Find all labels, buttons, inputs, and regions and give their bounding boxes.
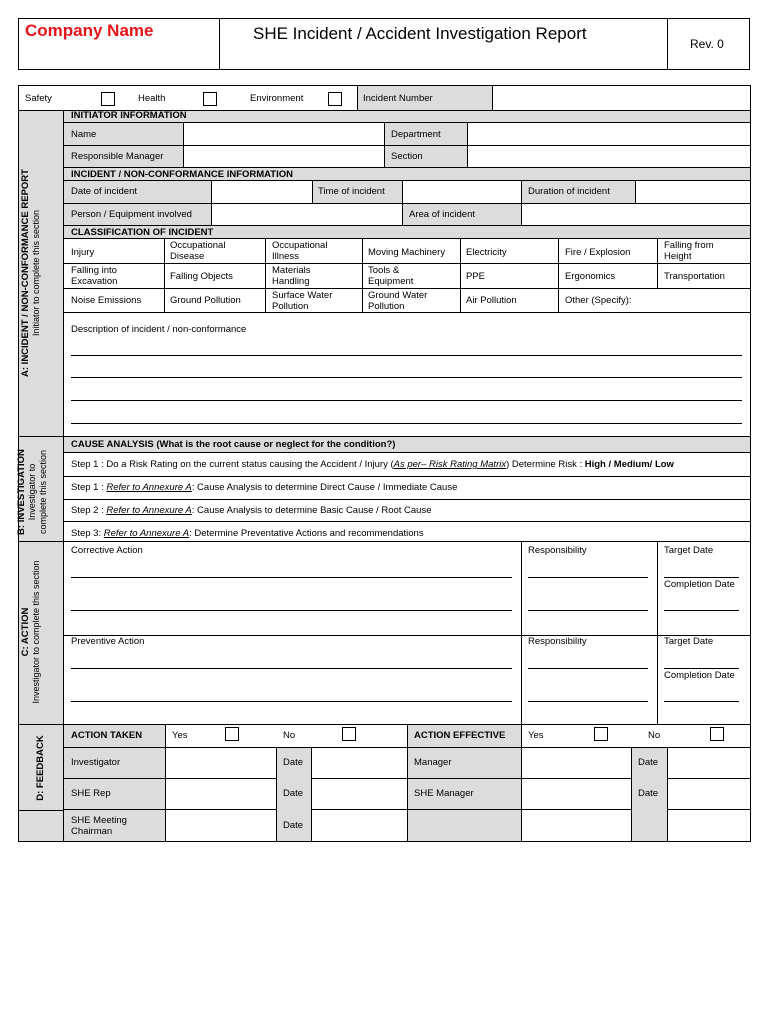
classification-heading: CLASSIFICATION OF INCIDENT xyxy=(71,227,214,238)
divider xyxy=(64,499,751,500)
time-of-incident-input[interactable] xyxy=(403,181,521,203)
she-manager-date-input[interactable] xyxy=(668,779,750,809)
preventive-action-line[interactable] xyxy=(71,701,512,702)
date-of-incident-input[interactable] xyxy=(212,181,312,203)
section-a-subtitle: Initiator to complete this section xyxy=(31,209,41,337)
manager-date-input[interactable] xyxy=(668,748,750,778)
header-divider xyxy=(219,18,220,70)
description-line[interactable] xyxy=(71,423,742,424)
class-falling-into-excavation: Falling into Excavation xyxy=(71,265,118,287)
chairman-signature-input[interactable] xyxy=(166,810,276,841)
chairman-date-input[interactable] xyxy=(312,810,407,841)
divider xyxy=(657,238,658,288)
class-moving-machinery: Moving Machinery xyxy=(368,247,446,258)
she-manager-signature-input[interactable] xyxy=(522,779,631,809)
action-effective-yes-label: Yes xyxy=(528,730,544,741)
class-materials-handling: Materials Handling xyxy=(272,265,311,287)
divider xyxy=(64,452,751,453)
divider xyxy=(265,238,266,312)
section-d-side-label xyxy=(35,718,49,818)
section-c-subtitle: Investigator to complete this section xyxy=(31,560,41,704)
step-1-direct-cause xyxy=(71,482,457,493)
divider xyxy=(64,238,751,239)
area-of-incident-input[interactable] xyxy=(522,204,750,225)
description-line[interactable] xyxy=(71,400,742,401)
divider xyxy=(64,263,751,264)
annexure-a-link[interactable]: Refer to Annexure A xyxy=(106,505,192,516)
step-1-text: Step 1 : Do a Risk Rating on the current status causing the Accident / Injury ( xyxy=(71,459,394,470)
cause-analysis-heading: CAUSE ANALYSIS (What is the root cause or neglect for the condition?) xyxy=(71,439,396,450)
corrective-action-line[interactable] xyxy=(71,610,512,611)
section-a-side-label xyxy=(20,138,50,408)
area-of-incident-label: Area of incident xyxy=(409,209,476,220)
class-noise-emissions: Noise Emissions xyxy=(71,295,142,306)
class-ground-pollution: Ground Pollution xyxy=(170,295,241,306)
corrective-target-date-line[interactable] xyxy=(664,577,739,578)
chairman-date-label: Date xyxy=(283,820,304,831)
section-b-subtitle-1: Investigator to xyxy=(27,463,37,521)
manager-date-label: Date xyxy=(638,757,659,768)
department-input[interactable] xyxy=(468,123,750,145)
page-title: SHE Incident / Accident Investigation Report xyxy=(253,24,587,43)
section-c-title: C: ACTION xyxy=(20,607,31,657)
divider xyxy=(64,635,751,636)
divider xyxy=(64,288,751,289)
action-effective-yes-checkbox[interactable] xyxy=(594,727,608,741)
class-occupational-disease: Occupational Disease xyxy=(170,240,226,262)
divider xyxy=(460,238,461,312)
class-ergonomics: Ergonomics xyxy=(565,271,616,282)
action-taken-no-checkbox[interactable] xyxy=(342,727,356,741)
step-2-root-cause xyxy=(71,505,432,516)
revision-label: Rev. 0 xyxy=(690,37,724,51)
step-1b-rest: : Cause Analysis to determine Direct Cause / Immediate Cause xyxy=(191,482,458,493)
class-air-pollution: Air Pollution xyxy=(466,295,517,306)
class-fire-explosion: Fire / Explosion xyxy=(565,247,631,258)
section-d-title: D: FEEDBACK xyxy=(35,735,46,801)
action-taken-yes-label: Yes xyxy=(172,730,188,741)
section-input[interactable] xyxy=(468,146,750,167)
corrective-target-date-label: Target Date xyxy=(664,545,714,556)
incident-number-input[interactable] xyxy=(494,86,750,110)
class-tools-equipment: Tools & Equipment xyxy=(368,265,414,287)
corrective-action-line[interactable] xyxy=(71,577,512,578)
divider xyxy=(362,238,363,312)
corrective-responsibility-label: Responsibility xyxy=(528,545,587,556)
safety-checkbox[interactable] xyxy=(101,92,115,106)
section-b-title: B: INVESTIGATION xyxy=(16,449,27,535)
step-1b-text: Step 1 : xyxy=(71,482,107,493)
she-manager-date-label: Date xyxy=(638,788,659,799)
risk-rating-matrix-link[interactable]: As per– Risk Rating Matrix xyxy=(393,459,507,470)
she-rep-date-label: Date xyxy=(283,788,304,799)
description-line[interactable] xyxy=(71,355,742,356)
action-effective-no-checkbox[interactable] xyxy=(710,727,724,741)
class-other-specify: Other (Specify): xyxy=(565,295,632,306)
department-label: Department xyxy=(391,129,441,140)
duration-of-incident-label: Duration of incident xyxy=(528,186,610,197)
section-c-side-label xyxy=(20,542,50,722)
investigator-date-label: Date xyxy=(283,757,304,768)
section-label: Section xyxy=(391,151,423,162)
section-divider xyxy=(18,541,751,542)
person-equipment-label: Person / Equipment involved xyxy=(71,209,192,220)
divider xyxy=(521,541,522,724)
corrective-completion-date-line[interactable] xyxy=(664,610,739,611)
preventive-target-date-line[interactable] xyxy=(664,668,739,669)
investigator-label: Investigator xyxy=(71,757,121,768)
action-taken-label: ACTION TAKEN xyxy=(71,730,143,741)
investigator-date-input[interactable] xyxy=(312,748,407,778)
divider xyxy=(64,476,751,477)
step-2-text: Step 2 : xyxy=(71,505,107,516)
description-line[interactable] xyxy=(71,377,742,378)
action-taken-no-label: No xyxy=(283,730,296,741)
corrective-responsibility-line[interactable] xyxy=(528,577,648,578)
empty-label-cell xyxy=(408,810,521,841)
header-divider xyxy=(667,18,668,70)
class-injury: Injury xyxy=(71,247,95,258)
step-3-rest: : Determine Preventative Actions and recommendations xyxy=(189,528,424,539)
step-3-text: Step 3: xyxy=(71,528,104,539)
time-of-incident-label: Time of incident xyxy=(318,186,385,197)
preventive-completion-date-line[interactable] xyxy=(664,701,739,702)
step-1-risk-rating xyxy=(71,459,674,470)
section-b-side-label xyxy=(16,442,52,542)
divider xyxy=(64,521,751,522)
class-occupational-illness: Occupational Illness xyxy=(272,240,328,262)
safety-label: Safety xyxy=(25,93,52,104)
step-1-mid: ) Determine Risk : xyxy=(506,459,585,470)
divider xyxy=(657,541,658,724)
class-falling-from-height: Falling from Height xyxy=(664,240,714,262)
name-input[interactable] xyxy=(184,123,384,145)
corrective-responsibility-line[interactable] xyxy=(528,610,648,611)
preventive-action-line[interactable] xyxy=(71,668,512,669)
class-ppe: PPE xyxy=(466,271,486,282)
environment-label: Environment xyxy=(250,93,304,104)
investigator-signature-input[interactable] xyxy=(166,748,276,778)
class-electricity: Electricity xyxy=(466,247,507,258)
class-transportation: Transportation xyxy=(664,271,725,282)
responsible-manager-label: Responsible Manager xyxy=(71,151,164,162)
she-rep-signature-input[interactable] xyxy=(166,779,276,809)
class-ground-water-pollution: Ground Water Pollution xyxy=(368,290,428,312)
name-label: Name xyxy=(71,129,97,140)
risk-levels: High / Medium/ Low xyxy=(584,459,674,470)
step-3-preventative xyxy=(71,528,424,539)
manager-signature-input[interactable] xyxy=(522,748,631,778)
description-label: Description of incident / non-conformance xyxy=(71,324,247,335)
section-a-title: A: INCIDENT / NON-CONFORMANCE REPORT xyxy=(20,169,31,377)
she-rep-label: SHE Rep xyxy=(71,788,111,799)
duration-of-incident-input[interactable] xyxy=(636,181,750,203)
annexure-a-link[interactable]: Refer to Annexure A xyxy=(103,528,190,539)
preventive-responsibility-line[interactable] xyxy=(528,701,648,702)
manager-label: Manager xyxy=(414,757,452,768)
environment-checkbox[interactable] xyxy=(328,92,342,106)
action-effective-label: ACTION EFFECTIVE xyxy=(414,730,506,741)
preventive-completion-date-label: Completion Date xyxy=(664,670,735,681)
company-name: Company Name xyxy=(25,21,154,40)
date-of-incident-label: Date of incident xyxy=(71,186,138,197)
corrective-completion-date-label: Completion Date xyxy=(664,579,735,590)
preventive-action-label: Preventive Action xyxy=(71,636,145,647)
corrective-action-label: Corrective Action xyxy=(71,545,143,556)
responsible-manager-input[interactable] xyxy=(184,146,384,167)
class-surface-water-pollution: Surface Water Pollution xyxy=(272,290,333,312)
step-2-rest: : Cause Analysis to determine Basic Cause / Root Cause xyxy=(191,505,432,516)
nc-heading: INCIDENT / NON-CONFORMANCE INFORMATION xyxy=(71,169,294,180)
she-meeting-chairman-label: SHE Meeting Chairman xyxy=(71,815,127,837)
class-falling-objects: Falling Objects xyxy=(170,271,233,282)
section-b-subtitle-2: complete this section xyxy=(38,449,48,535)
action-taken-yes-checkbox[interactable] xyxy=(225,727,239,741)
she-manager-label: SHE Manager xyxy=(414,788,474,799)
initiator-heading: INITIATOR INFORMATION xyxy=(71,110,187,121)
health-checkbox[interactable] xyxy=(203,92,217,106)
health-label: Health xyxy=(138,93,166,104)
divider xyxy=(164,238,165,312)
divider xyxy=(558,238,559,312)
preventive-responsibility-label: Responsibility xyxy=(528,636,587,647)
incident-number-label: Incident Number xyxy=(363,93,433,104)
person-equipment-input[interactable] xyxy=(212,204,402,225)
she-rep-date-input[interactable] xyxy=(312,779,407,809)
divider xyxy=(64,312,751,313)
preventive-target-date-label: Target Date xyxy=(664,636,714,647)
preventive-responsibility-line[interactable] xyxy=(528,668,648,669)
action-effective-no-label: No xyxy=(648,730,661,741)
annexure-a-link[interactable]: Refer to Annexure A xyxy=(106,482,192,493)
